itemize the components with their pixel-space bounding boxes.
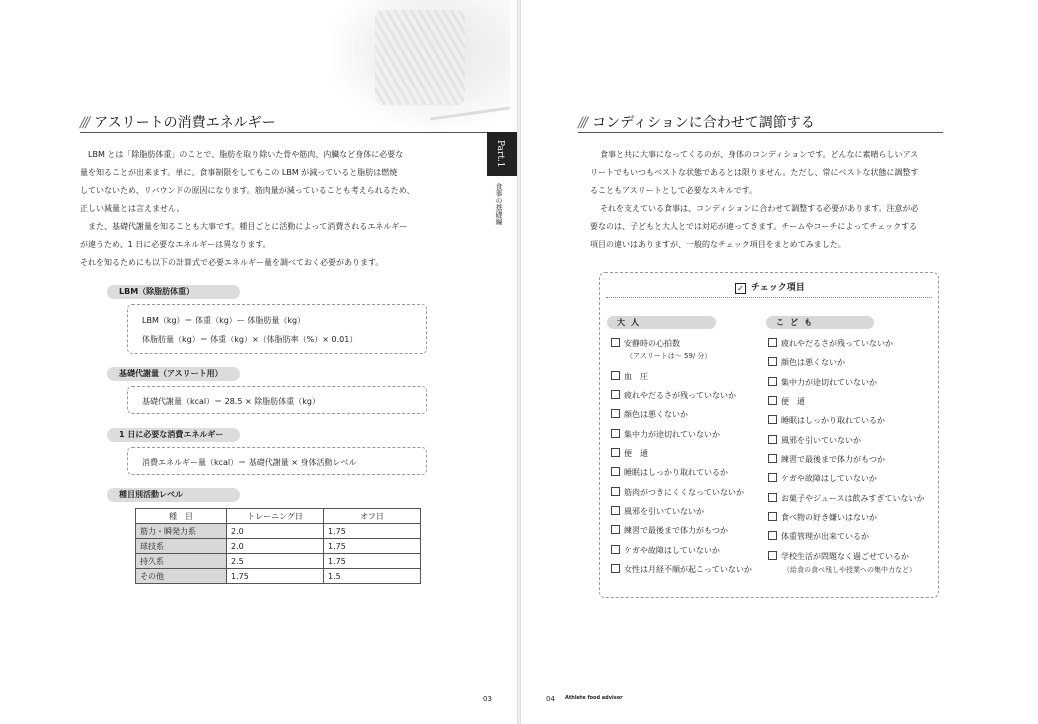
left-para-line: LBM とは「除脂肪体重」のことで、脂肪を取り除いた骨や筋肉、内臓など身体に必要な [88,150,404,159]
section-label-bmr: 基礎代謝量（アスリート用） [107,367,240,381]
right-para-line: リートでもいつもベストな状態であるとは限りません。ただし、常にベストな状態に調整す [590,168,919,177]
checkbox-icon[interactable] [768,454,777,463]
left-para-line: 量を知ることが出来ます。単に、食事制限をしてもこの LBM が減っていると脂肪は燃焼 [80,168,398,177]
formula-line: 消費エネルギー量（kcal）＝ 基礎代謝量 × 身体活動レベル [142,458,357,467]
checklist-item-label: ケガや故障はしていないか [781,474,877,483]
checklist-item-label: 血 圧 [624,372,648,381]
checkbox-icon[interactable] [768,415,777,424]
checklist-item[interactable] [611,371,648,382]
checklist-item-label: 疲れやだるさが残っていないか [624,391,736,400]
checklist-item-label: 疲れやだるさが残っていないか [781,339,893,348]
food-photo [330,0,510,130]
table-cell: 2.0 [227,524,324,539]
checklist-item-label: 風邪を引いていないか [624,507,704,516]
table-cell: 1.75 [324,554,421,569]
table-cell: その他 [136,569,227,584]
checkbox-icon[interactable] [611,506,620,515]
checklist-item-label: 睡眠はしっかり取れているか [781,416,885,425]
checklist-title-text: チェック項目 [751,283,805,293]
checklist-item-label: お菓子やジュースは飲みすぎていないか [781,494,925,503]
checklist-item[interactable] [768,512,877,523]
left-heading-text: アスリートの消費エネルギー [94,115,276,131]
checklist-item[interactable] [768,551,909,562]
table-cell: 持久系 [136,554,227,569]
checklist-title [735,280,805,294]
checklist-item-label: 安静時の心拍数 [624,339,680,348]
table-cell: 筋力・瞬発力系 [136,524,227,539]
footer-title: Athlete food advisor [565,695,623,701]
formula-box-bmr [127,386,427,414]
section-label-activity: 種目別活動レベル [107,488,240,502]
adult-note: （アスリートは〜 59/ 分） [626,352,712,360]
checklist-item-label: 練習で最後まで体力がもつか [624,526,728,535]
checkbox-icon[interactable] [768,338,777,347]
left-para-line: また、基礎代謝量を知ることも大事です。種目ごとに活動によって消費されるエネルギー [88,222,408,231]
checkbox-icon[interactable] [768,531,777,540]
checklist-item-label: ケガや故障はしていないか [624,546,720,555]
checklist-item[interactable] [611,545,720,556]
left-para-line: それを知るためにも以下の計算式で必要エネルギー量を調べておく必要があります。 [80,258,384,267]
checkbox-icon[interactable] [768,512,777,521]
checklist-item[interactable] [768,377,877,388]
checklist-item[interactable] [768,473,877,484]
right-para-line: それを支えている食事は、コンディションに合わせて調整する必要があります。注意が必 [600,204,919,213]
table-cell: 1.5 [324,569,421,584]
checkbox-icon[interactable] [611,409,620,418]
checklist-divider [606,297,932,298]
checkbox-icon[interactable] [768,473,777,482]
checklist-item[interactable] [611,506,704,517]
checklist-item[interactable] [611,390,736,401]
checklist-item[interactable] [611,409,688,420]
checklist-item-label: 練習で最後まで体力がもつか [781,455,885,464]
checkbox-icon[interactable] [768,396,777,405]
section-label-lbm: LBM（除脂肪体重） [107,285,240,299]
right-heading: /// コンディションに合わせて調節する [578,115,815,131]
formula-box-energy [127,447,427,475]
book-gutter [517,0,521,724]
checklist-item-label: 風邪を引いていないか [781,436,861,445]
formula-line: 体脂肪量（kg）＝ 体重（kg）×（体脂肪率（%）× 0.01） [142,335,358,344]
checklist-item-label: 学校生活が問題なく過ごせているか [781,552,909,561]
left-heading: /// アスリートの消費エネルギー [80,115,276,131]
section-label-energy: 1 日に必要な消費エネルギー [107,428,240,442]
table-row [136,524,421,539]
right-heading-rule [578,132,943,133]
checklist-item-label: 食べ物の好き嫌いはないか [781,513,877,522]
checklist-item[interactable] [768,338,893,349]
table-header-cell: 種 目 [136,509,227,524]
checklist-item[interactable] [611,448,648,459]
checklist-item-label: 便 通 [624,449,648,458]
right-para-line: 項目の違いはありますが、一般的なチェック項目をまとめてみました。 [590,240,846,249]
checklist-item-label: 睡眠はしっかり取れているか [624,468,728,477]
part-tab-label: Part.1 [495,140,505,168]
page-number-right: 04 [546,695,555,703]
checklist-item-label: 便 通 [781,397,805,406]
table-cell: 1.75 [324,539,421,554]
child-note: （給食の食べ残しや授業への集中力など） [783,566,916,574]
table-row [136,539,421,554]
part-tab [487,132,517,176]
table-cell: 1.75 [227,569,324,584]
checklist-item[interactable] [611,487,744,498]
table-cell: 球技系 [136,539,227,554]
checkbox-icon[interactable] [768,435,777,444]
checklist-item[interactable] [611,564,752,575]
checkbox-icon[interactable] [768,377,777,386]
checklist-item[interactable] [768,454,885,465]
checkbox-icon[interactable] [611,429,620,438]
checkbox-icon[interactable] [611,525,620,534]
checkbox-icon[interactable] [611,371,620,380]
checklist-item[interactable] [611,338,680,349]
checklist-item[interactable] [768,357,845,368]
checklist-item-label: 女性は月経不順が起こっていないか [624,565,752,574]
checklist-item[interactable] [611,429,720,440]
checklist-item-label: 集中力が途切れていないか [781,378,877,387]
formula-box-lbm [127,304,427,354]
activity-level-table [135,508,421,584]
table-header-cell: トレーニング日 [227,509,324,524]
table-cell: 1.75 [324,524,421,539]
table-header-cell: オフ日 [324,509,421,524]
left-para-line: が違うため、1 日に必要なエネルギーは異なります。 [80,240,271,249]
checkbox-icon[interactable] [611,338,620,347]
right-body [590,146,950,254]
checklist-item-label: 体重管理が出来ているか [781,532,869,541]
left-heading-rule [80,132,487,133]
right-para-line: 要なのは、子どもと大人とでは対応が違ってきます。チームやコーチによってチェックする [590,222,918,231]
right-para-line: 食事と共に大事になってくるのが、身体のコンディションです。どんなに素晴らしいアス [600,150,919,159]
checkbox-icon[interactable] [768,551,777,560]
right-para-line: ることもアスリートとして必要なスキルです。 [590,186,757,195]
checklist-item[interactable] [768,435,861,446]
checklist-item[interactable] [768,531,869,542]
checklist-item[interactable] [768,415,885,426]
part-subtitle: 食事の基礎編 [495,183,503,225]
table-row [136,554,421,569]
checkbox-icon[interactable] [611,564,620,573]
adult-column-header: 大人 [607,316,716,329]
checklist-item[interactable] [768,396,805,407]
formula-line: LBM（kg）＝ 体重（kg）ー 体脂肪量（kg） [142,316,306,325]
left-body [80,146,485,272]
formula-line: 基礎代謝量（kcal）＝ 28.5 × 除脂肪体重（kg） [142,397,321,406]
checkbox-icon[interactable] [611,467,620,476]
checkbox-icon[interactable] [611,545,620,554]
checkbox-icon[interactable] [611,390,620,399]
checklist-item[interactable] [611,467,728,478]
table-cell: 2.0 [227,539,324,554]
checklist-item-label: 筋肉がつきにくくなっていないか [624,488,744,497]
checklist-item[interactable] [611,525,728,536]
checklist-item-label: 顔色は悪くないか [624,410,688,419]
checklist-item-label: 集中力が途切れていないか [624,430,720,439]
table-cell: 2.5 [227,554,324,569]
table-header-row [136,509,421,524]
left-para-line: 正しい減量とは言えません。 [80,204,185,213]
checklist-item-label: 顔色は悪くないか [781,358,845,367]
checklist-item[interactable] [768,493,924,504]
checkbox-icon[interactable] [768,357,777,366]
table-row [136,569,421,584]
checkmark-icon: ✓ [735,283,746,294]
checkbox-icon[interactable] [768,493,777,502]
right-heading-text: コンディションに合わせて調節する [592,115,815,131]
checkbox-icon[interactable] [611,487,620,496]
left-para-line: していないため、リバウンドの原因になります。筋肉量が減っていることも考えられるため、 [80,186,415,195]
checkbox-icon[interactable] [611,448,620,457]
child-column-header: こども [766,316,874,329]
page-number-left: 03 [483,695,492,703]
